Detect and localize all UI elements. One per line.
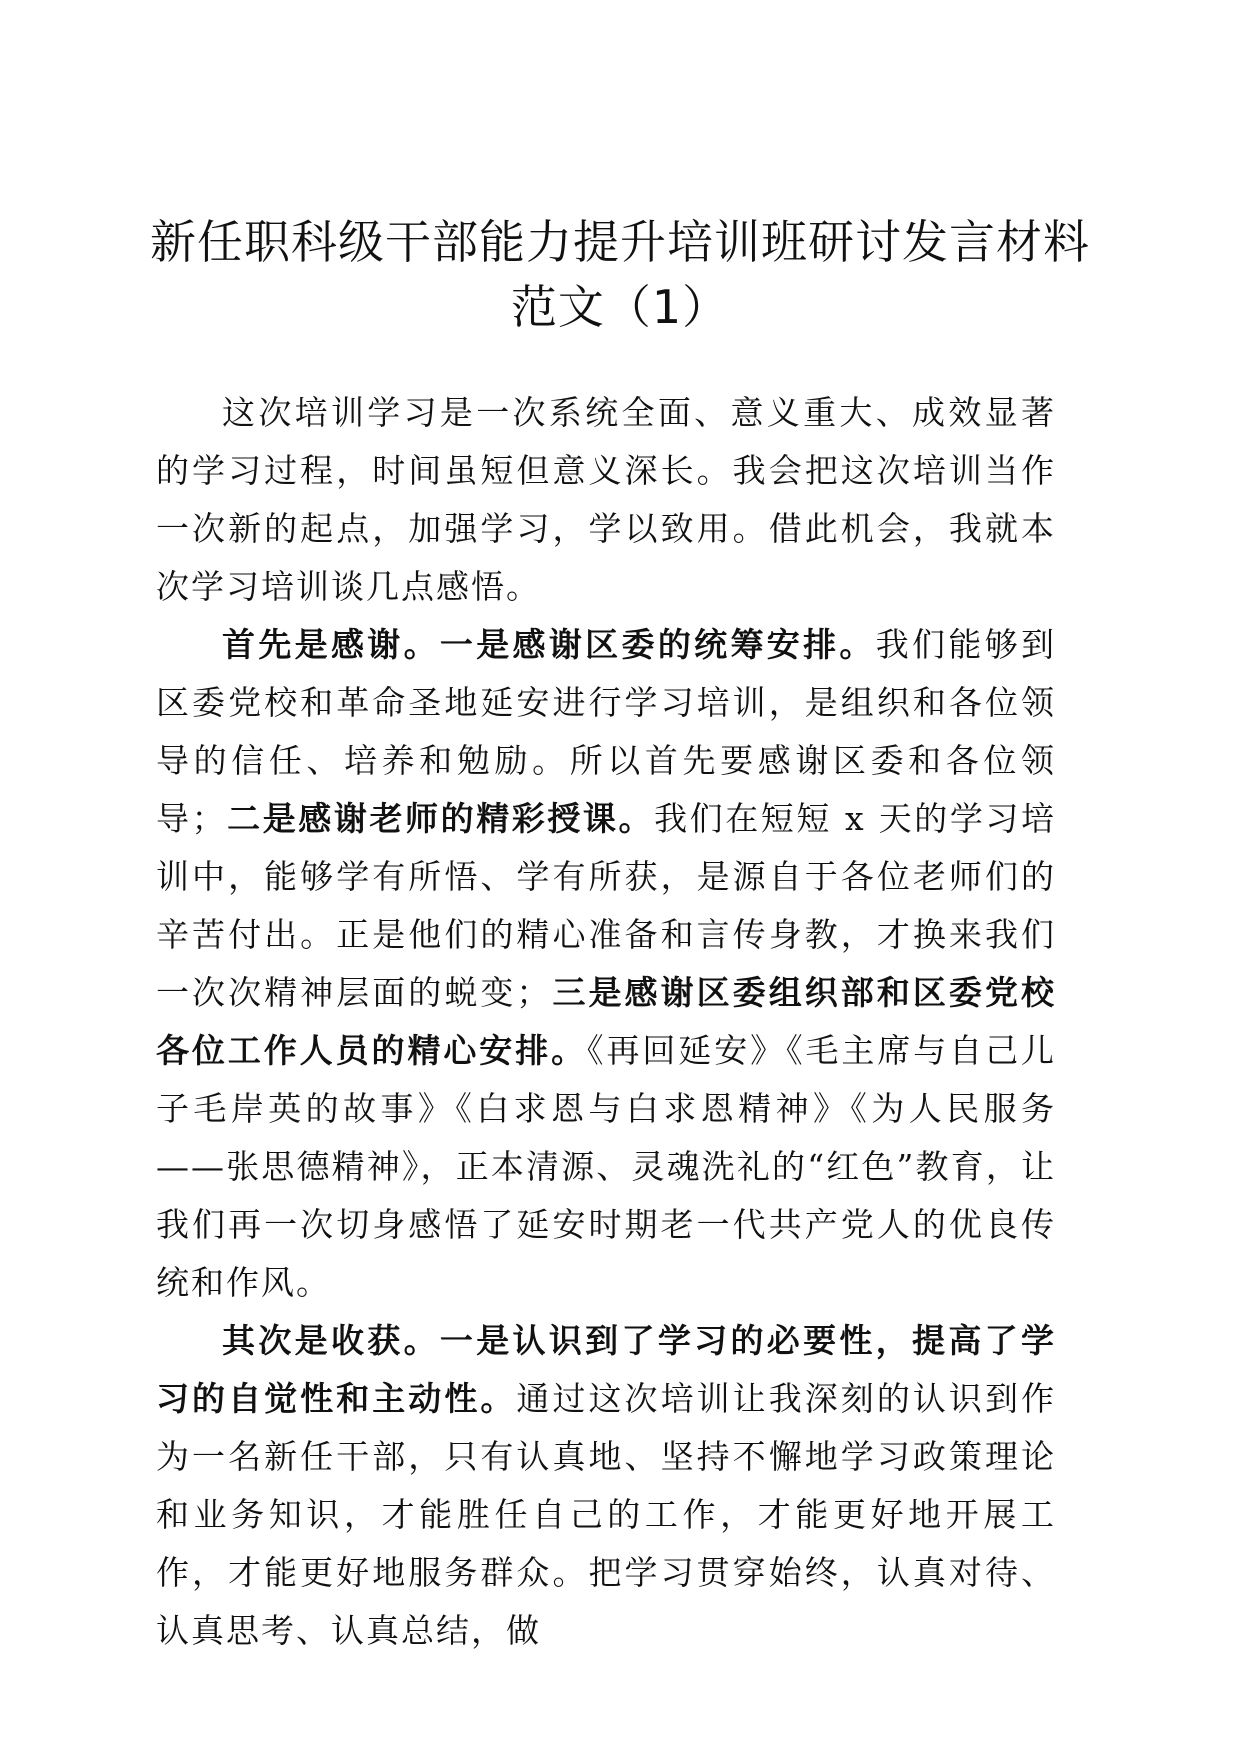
- paragraph-heading-bold: 首先是感谢。一是感谢区委的统筹安排。: [222, 625, 876, 664]
- paragraph-text: 我们在短短 x 天的学习培训中，能够学有所悟、学有所获，是源自于各位老师们的辛苦付出。正是他们的精心准备和言传身教，才换来我们一次次精神层面的蜕变；: [156, 799, 1057, 1012]
- paragraph-heading-bold: 二是感谢老师的精彩授课。: [226, 799, 655, 838]
- paragraph-text: 这次培训学习是一次系统全面、意义重大、成效显著的学习过程，时间虽短但意义深长。我会把这次培训当作一次新的起点，加强学习，学以致用。借此机会，我就本次学习培训谈几点感悟。: [156, 393, 1056, 606]
- paragraph-intro: [156, 384, 1056, 616]
- document-body: [156, 384, 1056, 1660]
- paragraph-thanks: [156, 616, 1056, 1312]
- paragraph-text: 我们能够到区委党校和革命圣地延安进行学习培训，是组织和各位领导的信任、培养和勉励。所以首先要感谢区委和各位领导；: [156, 625, 1057, 838]
- paragraph-heading-bold: 其次是收获。一是认识到了学习的必要性，提高了学习的自觉性和主动性。: [156, 1321, 1056, 1418]
- paragraph-text: 通过这次培训让我深刻的认识到作为一名新任干部，只有认真地、坚持不懈地学习政策理论和业务知识，才能胜任自己的工作，才能更好地开展工作，才能更好地服务群众。把学习贯穿始终，认真对待、认真思考、认真总结，做: [156, 1379, 1057, 1650]
- paragraph-text: 《再回延安》《毛主席与自己儿子毛岸英的故事》《白求恩与白求恩精神》《为人民服务——张思德精神》，正本清源、灵魂洗礼的“红色”教育，让我们再一次切身感悟了延安时期老一代共产党人的优良传统和作风。: [156, 1031, 1057, 1302]
- document-title: 新任职科级干部能力提升培训班研讨发言材料范文（1）: [150, 215, 1090, 334]
- paragraph-gains: [156, 1312, 1056, 1660]
- paragraph-heading-bold: 三是感谢区委组织部和区委党校各位工作人员的精心安排。: [156, 973, 1057, 1070]
